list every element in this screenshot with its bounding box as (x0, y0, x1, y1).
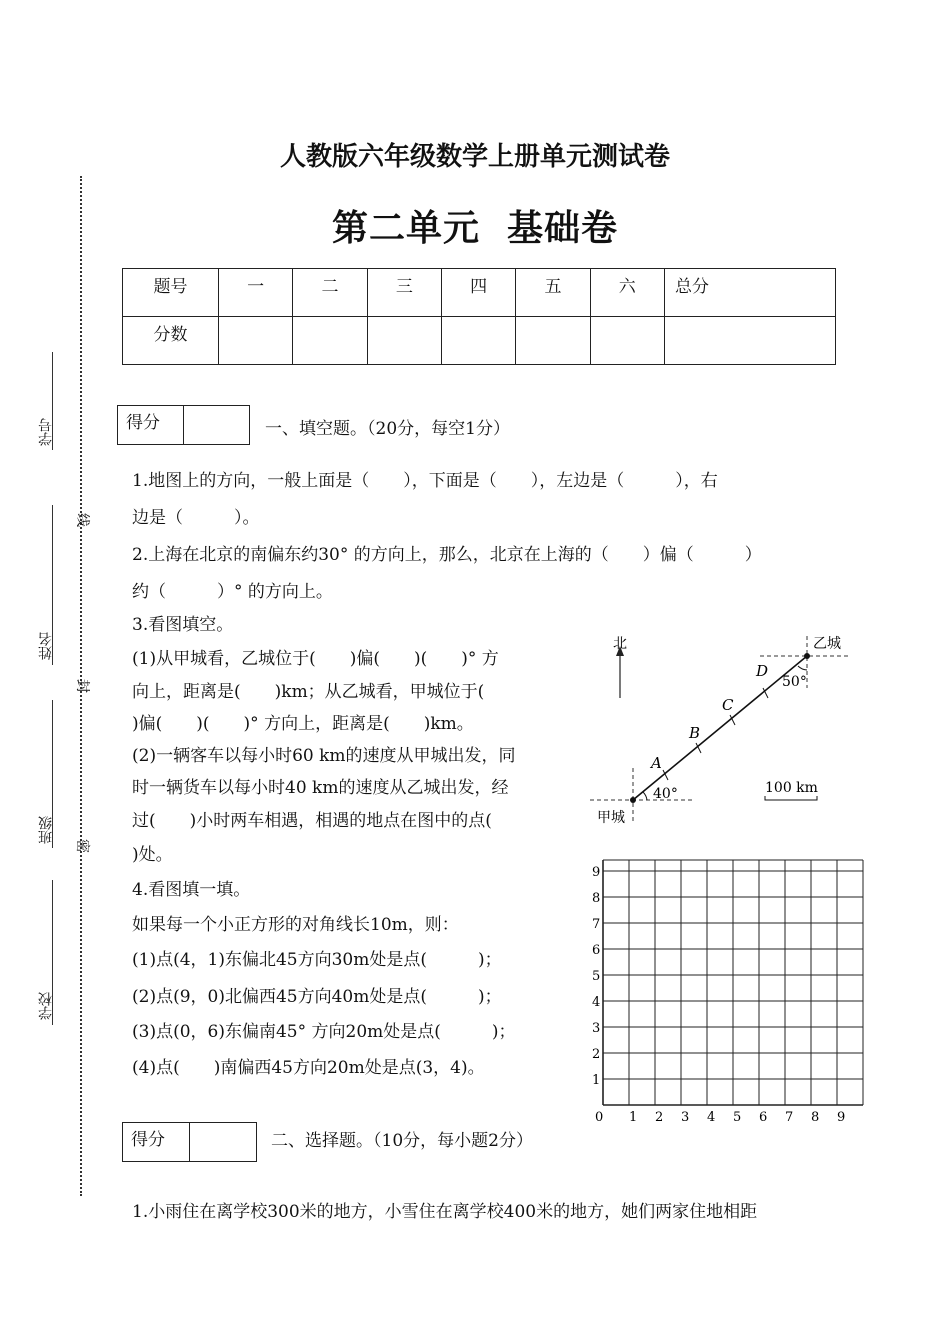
x-axis-label: 1 (629, 1110, 638, 1125)
angle-arc (798, 666, 807, 670)
binding-field-id: 学号 (38, 418, 54, 446)
question-text: 4.看图填一填。 (132, 880, 251, 900)
binding-field-class: 班级 (38, 816, 54, 844)
grid-lines (603, 860, 863, 1105)
table-cell: 六 (590, 269, 664, 317)
table-cell: 二 (293, 269, 367, 317)
scale-label: 100 km (765, 780, 818, 796)
score-box-label: 得分 (123, 1123, 190, 1161)
section2-heading: 二、选择题。（10分，每小题2分） (271, 1131, 533, 1151)
angle-a-label: 40° (653, 786, 678, 802)
table-cell: 三 (367, 269, 441, 317)
angle-b-label: 50° (782, 674, 807, 690)
question-text: 1.小雨住在离学校300米的地方，小雪住在离学校400米的地方，她们两家住地相距 (132, 1202, 758, 1222)
x-axis-label: 2 (655, 1110, 664, 1125)
x-axis-label: 6 (759, 1110, 768, 1125)
table-cell: 题号 (123, 269, 219, 317)
point-label: A (651, 754, 662, 772)
score-input-cell[interactable] (293, 317, 367, 365)
binding-blank-class[interactable] (52, 700, 53, 848)
question-text: (2)点(9，0)北偏西45方向40m处是点( )； (132, 987, 502, 1007)
city-b-dot (804, 653, 810, 659)
y-axis-label: 1 (592, 1073, 601, 1088)
question-text: 2.上海在北京的南偏东约30° 的方向上，那么，北京在上海的（ ）偏（ ） (132, 545, 762, 565)
y-axis-label: 3 (592, 1021, 601, 1036)
scale-bar (765, 796, 817, 800)
point-label: D (756, 662, 769, 680)
table-cell: 总分 (664, 269, 835, 317)
y-axis-label: 7 (592, 917, 601, 932)
x-axis-label: 7 (785, 1110, 794, 1125)
question-text: (2)一辆客车以每小时60 km的速度从甲城出发，同 (132, 746, 516, 766)
section1-score-box (117, 405, 250, 445)
y-axis-label: 9 (592, 865, 601, 880)
grid-labels (592, 865, 845, 1125)
score-table (122, 268, 836, 365)
binding-char: 线 (74, 513, 90, 527)
question-text: 边是（ ）。 (132, 508, 260, 528)
y-axis-label: 8 (592, 891, 601, 906)
question-text: 如果每一个小正方形的对角线长10m，则： (132, 915, 459, 935)
score-input-cell[interactable] (219, 317, 293, 365)
x-axis-label: 8 (811, 1110, 820, 1125)
table-cell: 四 (441, 269, 515, 317)
score-table-header-row (123, 269, 836, 317)
question-text: 时一辆货车以每小时40 km的速度从乙城出发，经 (132, 778, 509, 798)
map-figure (585, 628, 865, 833)
score-table-score-row (123, 317, 836, 365)
score-input-cell[interactable] (441, 317, 515, 365)
section1-heading: 一、填空题。（20分，每空1分） (265, 419, 510, 439)
question-text: (1)点(4，1)东偏北45方向30m处是点( )； (132, 950, 502, 970)
x-axis-label: 4 (707, 1110, 716, 1125)
y-axis-label: 4 (592, 995, 601, 1010)
route-line (633, 656, 807, 800)
city-b-label: 乙城 (813, 636, 841, 652)
question-text: (4)点( )南偏西45方向20m处是点(3，4)。 (132, 1058, 485, 1078)
table-cell: 一 (219, 269, 293, 317)
score-input-cell[interactable] (516, 317, 590, 365)
score-input-cell[interactable] (664, 317, 835, 365)
city-a-dot (630, 797, 636, 803)
unit-title: 第二单元 基础卷 (331, 207, 619, 249)
question-text: (3)点(0，6)东偏南45° 方向20m处是点( )； (132, 1022, 516, 1042)
point-label: C (722, 696, 734, 714)
x-axis-label: 9 (837, 1110, 846, 1125)
score-input-cell[interactable] (590, 317, 664, 365)
table-cell: 五 (516, 269, 590, 317)
table-cell: 分数 (123, 317, 219, 365)
question-text: )偏( )( )° 方向上，距离是( )km。 (132, 714, 474, 734)
question-text: 向上，距离是( )km；从乙城看，甲城位于( (132, 682, 485, 702)
binding-blank-school[interactable] (52, 880, 53, 1025)
score-box-blank[interactable] (190, 1123, 256, 1161)
x-axis-label: 3 (681, 1110, 690, 1125)
binding-char: 密 (74, 839, 90, 853)
angle-arc (643, 792, 647, 800)
question-text: 约（ ）° 的方向上。 (132, 582, 333, 602)
y-axis-label: 2 (592, 1047, 601, 1062)
exam-title: 人教版六年级数学上册单元测试卷 (279, 142, 670, 172)
question-text: (1)从甲城看，乙城位于( )偏( )( )° 方 (132, 649, 499, 669)
x-axis-label: 0 (595, 1110, 604, 1125)
binding-blank-name[interactable] (52, 505, 53, 665)
coordinate-grid (585, 855, 870, 1130)
city-a-label: 甲城 (597, 810, 625, 826)
binding-char: 封 (74, 679, 90, 693)
score-box-blank[interactable] (184, 406, 249, 444)
score-box-label: 得分 (118, 406, 184, 444)
question-text: 1.地图上的方向，一般上面是（ ），下面是（ ），左边是（ ），右 (132, 471, 718, 491)
x-axis-label: 5 (733, 1110, 742, 1125)
question-text: 过( )小时两车相遇，相遇的地点在图中的点( (132, 811, 492, 831)
score-input-cell[interactable] (367, 317, 441, 365)
question-text: 3.看图填空。 (132, 615, 234, 635)
binding-blank-id[interactable] (52, 352, 53, 450)
binding-field-name: 姓名 (38, 632, 54, 660)
question-text: )处。 (132, 845, 173, 865)
point-label: B (689, 724, 701, 742)
section2-score-box (122, 1122, 257, 1162)
binding-field-school: 学校 (38, 992, 54, 1020)
y-axis-label: 5 (592, 969, 601, 984)
y-axis-label: 6 (592, 943, 601, 958)
north-label: 北 (613, 636, 627, 652)
